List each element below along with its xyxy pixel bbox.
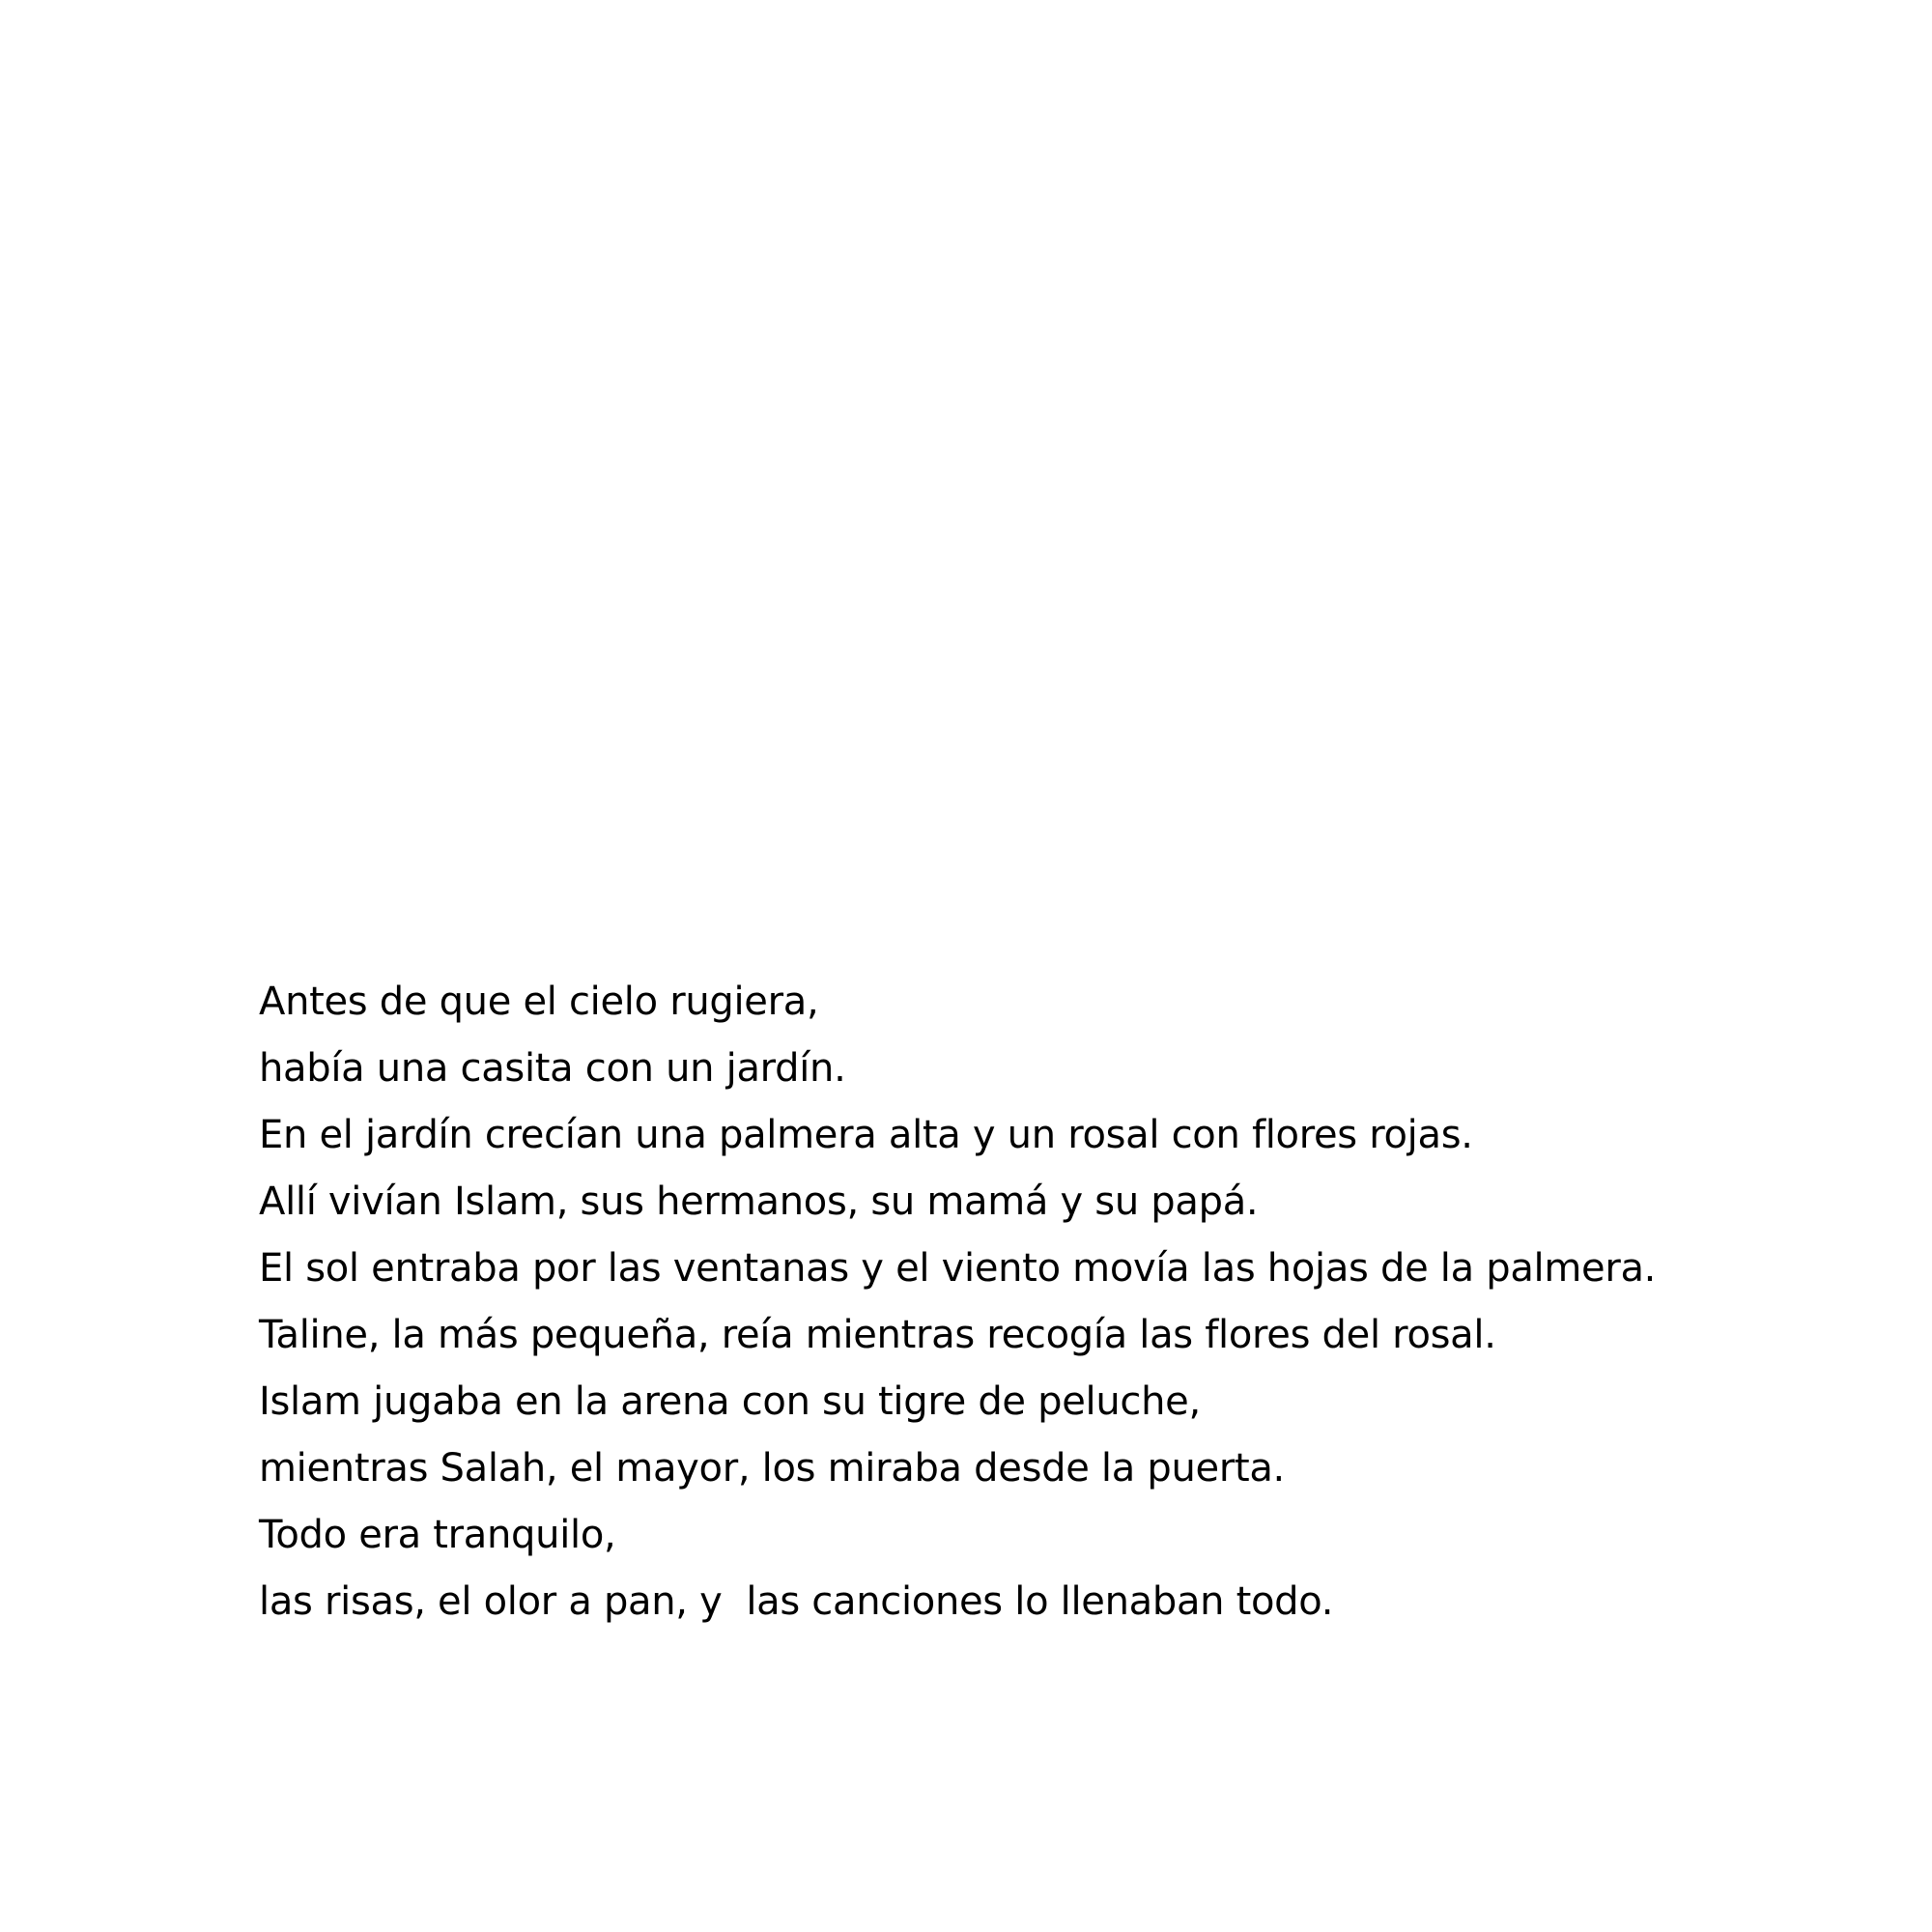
story-line-6: Taline, la más pequeña, reía mientras recogía las flores del rosal. [259,1313,1496,1357]
story-line-10: las risas, el olor a pan, y las canciones lo llenaban todo. [259,1579,1334,1624]
story-line-8: mientras Salah, el mayor, los miraba desde la puerta. [259,1446,1285,1491]
story-line-4: Allí vivían Islam, sus hermanos, su mamá y su papá. [259,1179,1259,1224]
story-line-2: había una casita con un jardín. [259,1046,846,1091]
story-line-1: Antes de que el cielo rugiera, [259,980,819,1024]
story-line-7: Islam jugaba en la arena con su tigre de peluche, [259,1379,1201,1424]
story-text [259,969,1901,1635]
story-line-9: Todo era tranquilo, [259,1513,616,1557]
story-line-5: El sol entraba por las ventanas y el viento movía las hojas de la palmera. [259,1246,1657,1291]
story-line-3: En el jardín crecían una palmera alta y un rosal con flores rojas. [259,1113,1473,1157]
